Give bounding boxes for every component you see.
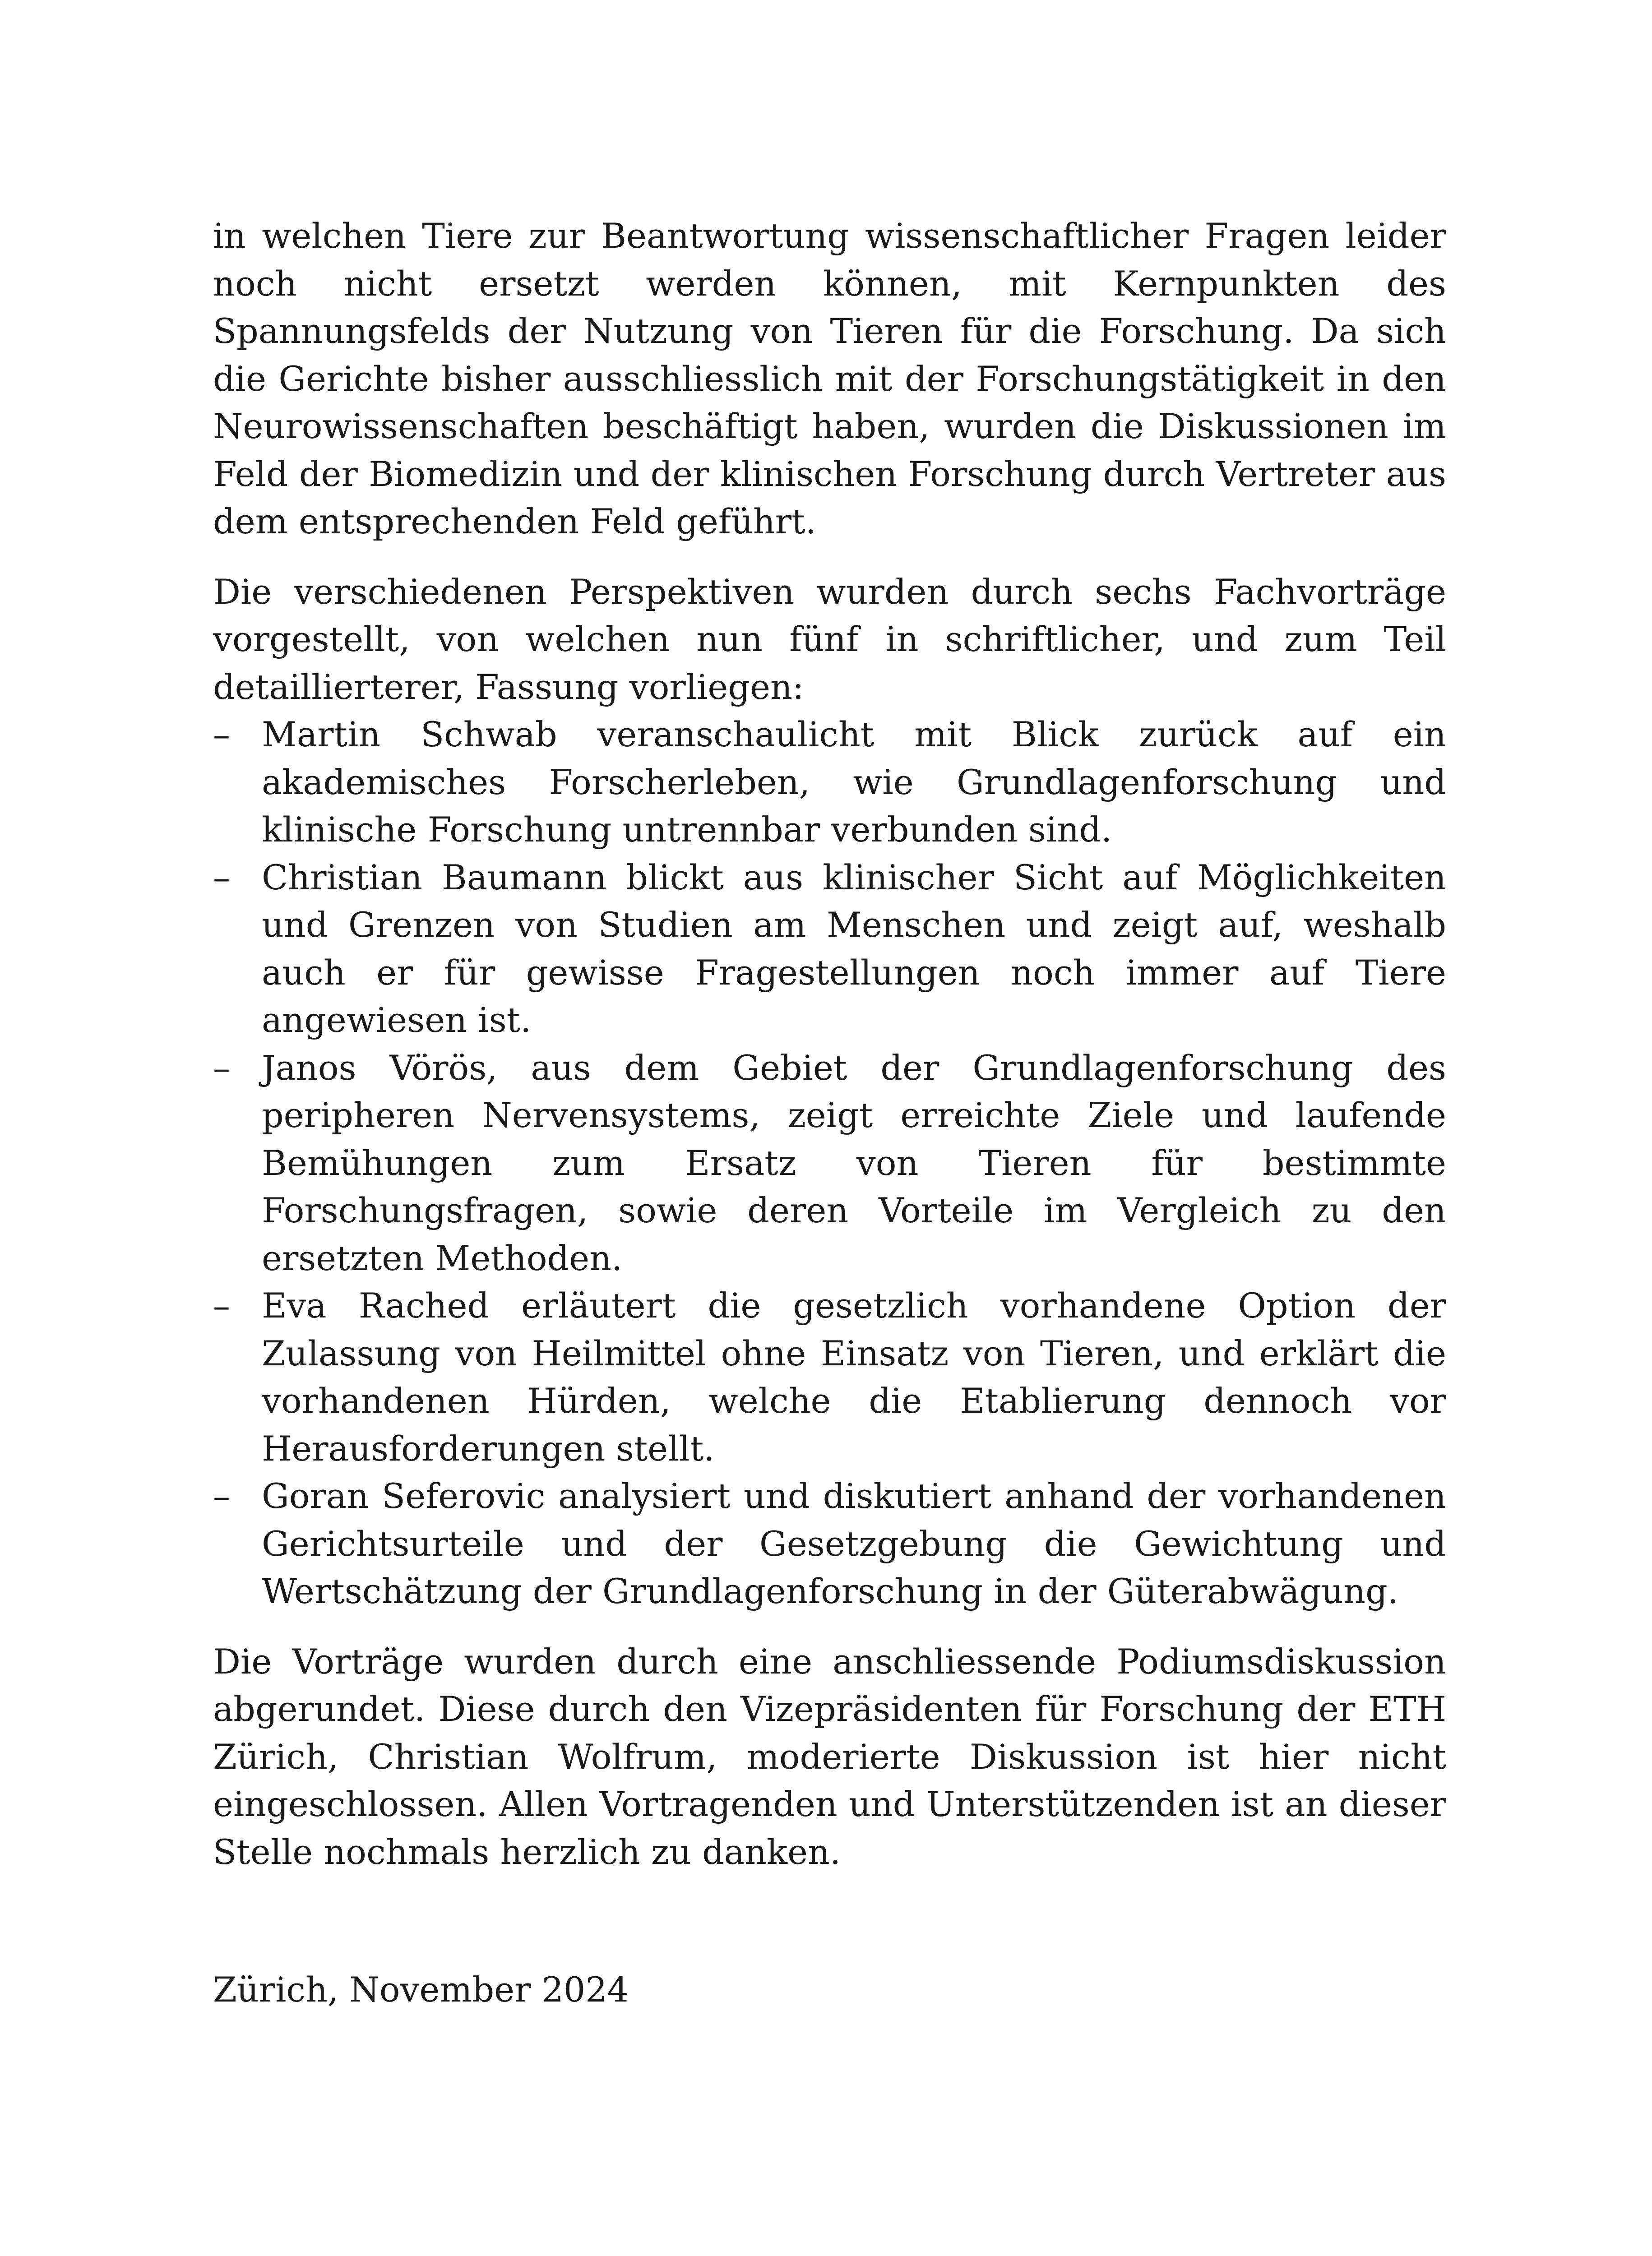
list-item (213, 1044, 1446, 1282)
list-item (213, 1282, 1446, 1472)
intro-paragraph: in welchen Tiere zur Beantwortung wissenschaftlicher Fragen leider noch nicht ersetzt werden können, mit Kernpunkten des Spannungsfelds der Nutzung von Tieren für die Forschung. Da sich die Gerichte bisher ausschliesslich mit der Forschungstätigkeit in den Neurowissenschaften beschäftigt haben, wurden die Diskussionen im Feld der Biomedizin und der klinischen Forschung durch Vertreter aus dem entsprechenden Feld geführt. (213, 216, 1446, 541)
dash-marker: – (213, 857, 230, 897)
list-item-text: Eva Rached erläutert die gesetzlich vorhandene Option der Zulassung von Heilmittel ohne Einsatz von Tieren, und erklärt die vorhandenen Hürden, welche die Etablierung dennoch vor Herausforderungen stellt. (262, 1285, 1446, 1469)
list-item-text: Goran Seferovic analysiert und diskutiert anhand der vorhandenen Gerichtsurteile und der Gesetzgebung die Gewichtung und Wertschätzung der Grundlagenforschung in der Güterabwägung. (262, 1476, 1446, 1611)
dash-marker: – (213, 1476, 230, 1516)
document-page (213, 212, 1446, 2014)
dash-marker: – (213, 1285, 230, 1326)
dash-marker: – (213, 1047, 230, 1088)
perspectives-paragraph: Die verschiedenen Perspektiven wurden durch sechs Fachvorträge vorgestellt, von welchen nun fünf in schriftlicher, und zum Teil detaillierterer, Fassung vorliegen: (213, 571, 1446, 707)
list-item (213, 1472, 1446, 1615)
talks-list (213, 711, 1446, 1615)
list-item-text: Martin Schwab veranschaulicht mit Blick zurück auf ein akademisches Forscherleben, wie Grundlagenforschung und klinische Forschung untrennbar verbunden sind. (262, 714, 1446, 850)
place-date-line: Zürich, November 2024 (213, 1969, 629, 2010)
dash-marker: – (213, 714, 230, 754)
list-item (213, 711, 1446, 854)
list-item-text: Janos Vörös, aus dem Gebiet der Grundlagenforschung des peripheren Nervensystems, zeigt erreichte Ziele und laufende Bemühungen zum Ersatz von Tieren für bestimmte Forschungsfragen, sowie deren Vorteile im Vergleich zu den ersetzten Methoden. (262, 1047, 1446, 1278)
closing-paragraph: Die Vorträge wurden durch eine anschliessende Podiumsdiskussion abgerundet. Diese durch den Vizepräsidenten für Forschung der ETH Zürich, Christian Wolfrum, moderierte Diskussion ist hier nicht eingeschlossen. Allen Vortragenden und Unterstützenden ist an dieser Stelle nochmals herzlich zu danken. (213, 1641, 1446, 1872)
list-item (213, 854, 1446, 1044)
list-item-text: Christian Baumann blickt aus klinischer Sicht auf Möglichkeiten und Grenzen von Studien am Menschen und zeigt auf, weshalb auch er für gewisse Fragestellungen noch immer auf Tiere angewiesen ist. (262, 857, 1446, 1040)
